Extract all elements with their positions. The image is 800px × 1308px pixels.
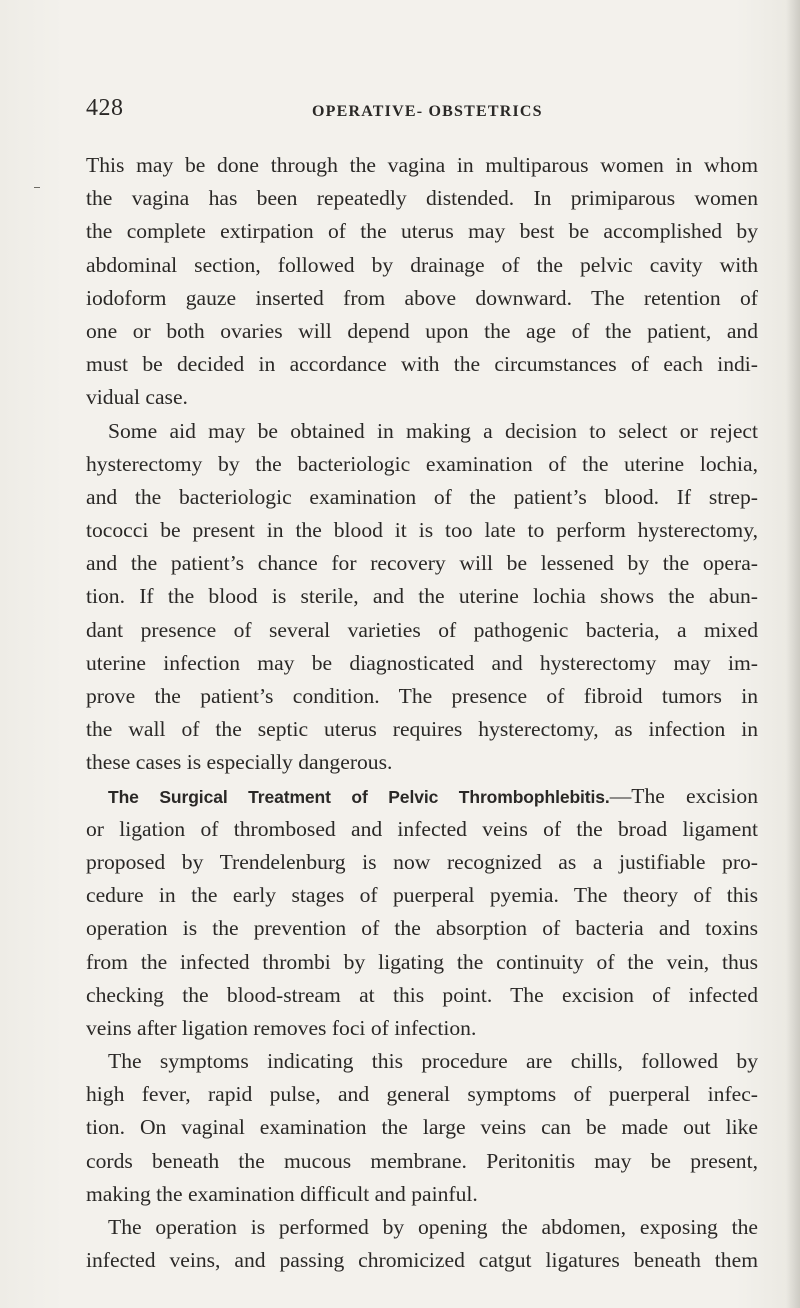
text-line: cords beneath the mucous membrane. Peritonitis may be present, bbox=[86, 1148, 758, 1173]
text-line: dant presence of several varieties of pathogenic bacteria, a mixed bbox=[86, 617, 758, 642]
text-line: abdominal section, followed by drainage of the pelvic cavity with bbox=[86, 252, 758, 277]
text-line: from the infected thrombi by ligating the continuity of the vein, thus bbox=[86, 949, 758, 974]
text-line: and the bacteriologic examination of the patient’s blood. If strep- bbox=[86, 484, 758, 509]
running-head: OPERATIVE- OBSTETRICS bbox=[312, 103, 543, 120]
text-line: proposed by Trendelenburg is now recognized as a justifiable pro- bbox=[86, 849, 758, 874]
text-line: operation is the prevention of the absorption of bacteria and toxins bbox=[86, 916, 758, 941]
text-line: the complete extirpation of the uterus may best be accomplished by bbox=[86, 219, 758, 244]
section-first-line bbox=[86, 780, 758, 813]
page-number: 428 bbox=[86, 95, 124, 121]
text-line: cedure in the early stages of puerperal pyemia. The theory of this bbox=[86, 883, 758, 908]
text-line: iodoform gauze inserted from above downward. The retention of bbox=[86, 285, 758, 310]
text-line: must be decided in accordance with the circumstances of each indi- bbox=[86, 352, 758, 377]
page-header bbox=[86, 95, 726, 135]
text-line: This may be done through the vagina in multiparous women in whom bbox=[86, 153, 758, 177]
text-line: checking the blood-stream at this point. The excision of infected bbox=[86, 982, 758, 1007]
text-line: making the examination difficult and painful. bbox=[86, 1181, 478, 1206]
text-line: veins after ligation removes foci of infection. bbox=[86, 1015, 477, 1040]
page-edge-shadow bbox=[786, 0, 800, 1308]
text-line: tion. If the blood is sterile, and the uterine lochia shows the abun- bbox=[86, 584, 758, 609]
text-line: uterine infection may be diagnosticated and hysterectomy may im- bbox=[86, 650, 758, 675]
text-line: Some aid may be obtained in making a decision to select or reject bbox=[108, 418, 758, 443]
text-line: The operation is performed by opening the abdomen, exposing the bbox=[108, 1215, 758, 1239]
text-line: the wall of the septic uterus requires hysterectomy, as infection in bbox=[86, 717, 758, 742]
text-line: prove the patient’s condition. The presence of fibroid tumors in bbox=[86, 684, 758, 708]
text-line: the vagina has been repeatedly distended. In primiparous women bbox=[86, 186, 758, 211]
text-line: and the patient’s chance for recovery will be lessened by the opera- bbox=[86, 551, 758, 576]
text-line: infected veins, and passing chromicized catgut ligatures beneath them bbox=[86, 1248, 758, 1273]
text-line: tion. On vaginal examination the large veins can be made out like bbox=[86, 1115, 758, 1140]
text-line: The symptoms indicating this procedure are chills, followed by bbox=[108, 1049, 758, 1074]
text-line: vidual case. bbox=[86, 385, 188, 410]
text-line: high fever, rapid pulse, and general symptoms of puerperal infec- bbox=[86, 1082, 758, 1107]
text-line: these cases is especially dangerous. bbox=[86, 750, 393, 775]
text-line: tococci be present in the blood it is too late to perform hysterectomy, bbox=[86, 518, 758, 543]
text-line: or ligation of thrombosed and infected veins of the broad ligament bbox=[86, 816, 758, 841]
section-first-line-text: —The excision bbox=[609, 783, 758, 808]
section-heading: The Surgical Treatment of Pelvic Thrombophlebitis. bbox=[108, 786, 610, 807]
body-text bbox=[86, 149, 758, 1277]
text-line: hysterectomy by the bacteriologic examination of the uterine lochia, bbox=[86, 451, 758, 476]
text-line: one or both ovaries will depend upon the age of the patient, and bbox=[86, 318, 758, 343]
margin-mark bbox=[34, 187, 40, 188]
